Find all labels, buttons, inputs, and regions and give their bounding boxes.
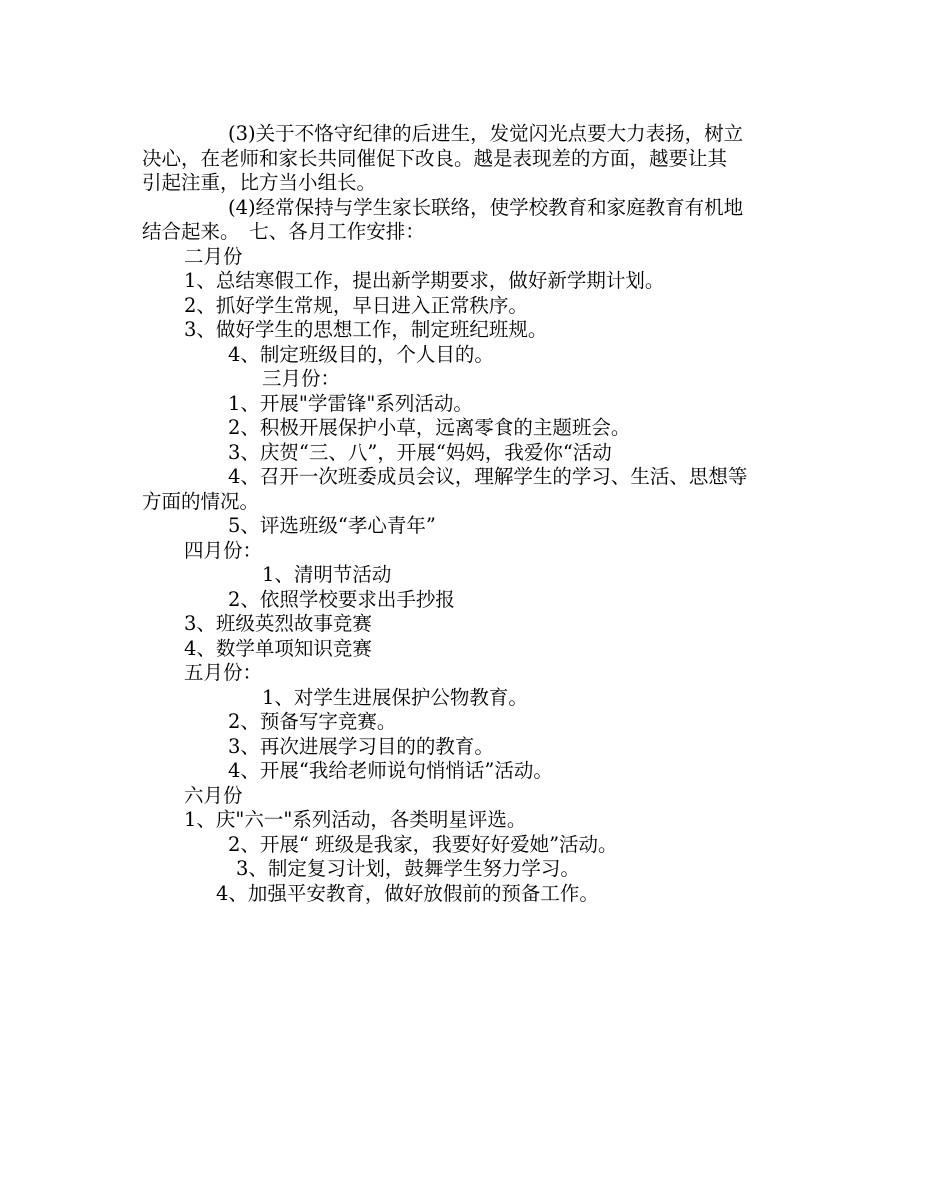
list-item: 4、召开一次班委成员会议，理解学生的学习、生活、思想等 xyxy=(228,465,748,488)
list-item: 2、积极开展保护小草，远离零食的主题班会。 xyxy=(228,416,631,439)
list-item: 2、开展“ 班级是我家，我要好好爱她”活动。 xyxy=(228,833,618,856)
list-item: 4、加强平安教育，做好放假前的预备工作。 xyxy=(216,882,599,905)
list-item: 4、开展“我给老师说句悄悄话”活动。 xyxy=(228,759,553,782)
list-item: 4、数学单项知识竞赛 xyxy=(184,637,372,660)
paragraph-4-line-1: (4)经常保持与学生家长联络，使学校教育和家庭教育有机地 xyxy=(228,196,744,219)
paragraph-3-line-1: (3)关于不恪守纪律的后进生，发觉闪光点要大力表扬，树立 xyxy=(228,122,744,145)
april-heading: 四月份： xyxy=(184,539,263,562)
list-item: 1、对学生进展保护公物教育。 xyxy=(262,686,528,709)
list-item: 2、依照学校要求出手抄报 xyxy=(228,588,455,611)
june-heading: 六月份 xyxy=(184,784,243,807)
list-item: 5、评选班级“孝心青年” xyxy=(228,514,436,537)
list-item: 1、开展"学雷锋"系列活动。 xyxy=(228,392,473,415)
paragraph-4-line-2: 结合起来。 七、各月工作安排： xyxy=(142,220,425,243)
list-item: 1、清明节活动 xyxy=(262,563,392,586)
february-heading: 二月份 xyxy=(184,245,243,268)
list-item: 1、庆"六一"系列活动，各类明星评选。 xyxy=(184,808,527,831)
list-item: 3、再次进展学习目的的教育。 xyxy=(228,735,494,758)
march-heading: 三月份： xyxy=(262,367,341,390)
list-item: 2、抓好学生常规，早日进入正常秩序。 xyxy=(184,294,528,317)
paragraph-3-line-2: 决心，在老师和家长共同催促下改良。越是表现差的方面，越要让其 xyxy=(142,147,728,170)
list-item: 3、班级英烈故事竞赛 xyxy=(184,612,372,635)
may-heading: 五月份： xyxy=(184,661,263,684)
paragraph-3-line-3: 引起注重，比方当小组长。 xyxy=(142,171,377,194)
list-item: 3、庆贺“三、八”，开展“妈妈，我爱你“活动 xyxy=(228,441,612,464)
list-item: 3、制定复习计划，鼓舞学生努力学习。 xyxy=(236,857,580,880)
list-item: 4、制定班级目的，个人目的。 xyxy=(228,343,494,366)
list-item-continuation: 方面的情况。 xyxy=(142,490,260,513)
list-item: 2、预备写字竞赛。 xyxy=(228,710,397,733)
list-item: 3、做好学生的思想工作，制定班纪班规。 xyxy=(184,318,548,341)
list-item: 1、总结寒假工作，提出新学期要求，做好新学期计划。 xyxy=(184,269,665,292)
